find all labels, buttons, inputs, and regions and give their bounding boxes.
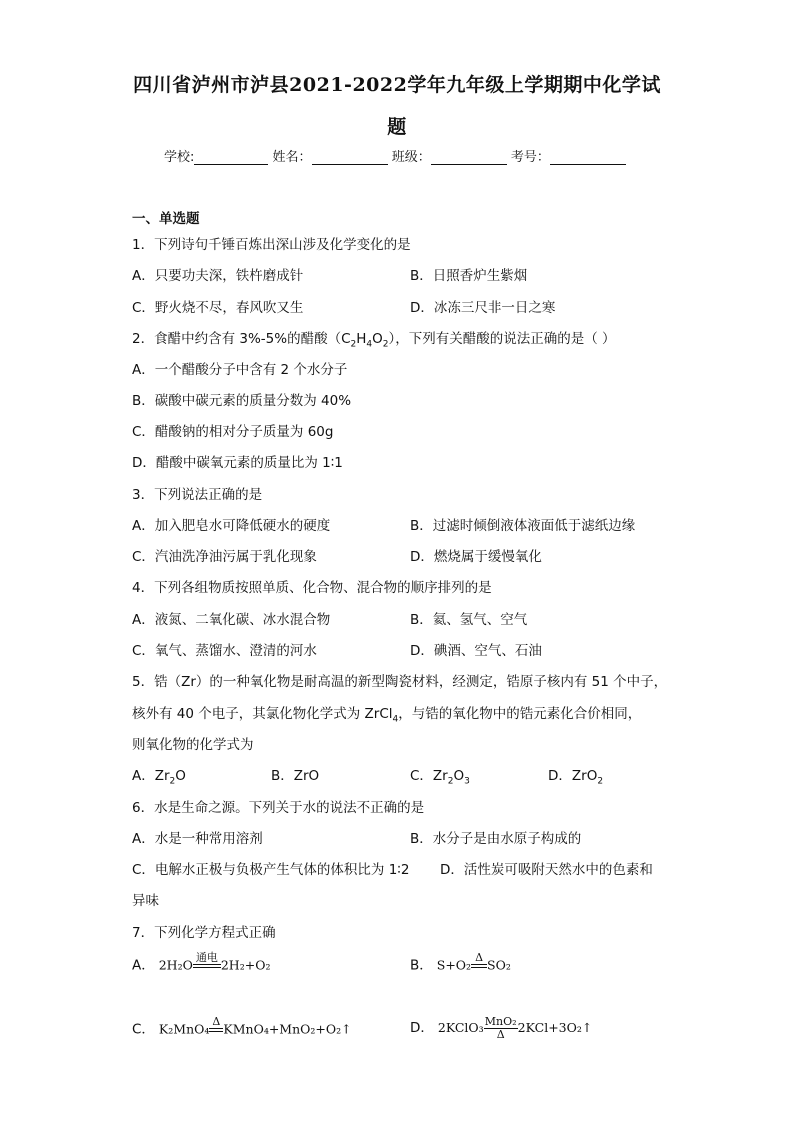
question-4-option-d: D．碘酒、空气、石油 xyxy=(410,643,542,659)
question-3-option-d: D．燃烧属于缓慢氧化 xyxy=(410,549,542,565)
exam-no-label: 考号： xyxy=(510,150,550,165)
question-7-option-a: A． 2H₂O 通电 2H₂+O₂ xyxy=(132,951,271,974)
question-1-option-c: C．野火烧不尽，春风吹又生 xyxy=(132,300,304,316)
question-2-option-d: D．醋酸中碳氧元素的质量比为 1∶1 xyxy=(132,455,343,471)
question-5-stem-line-3: 则氧化物的化学式为 xyxy=(132,737,254,753)
question-4-option-b: B．氦、氢气、空气 xyxy=(410,612,528,628)
question-6-option-b: B．水分子是由水原子构成的 xyxy=(410,831,582,847)
question-1-option-a: A．只要功夫深，铁杵磨成针 xyxy=(132,268,304,284)
name-blank[interactable] xyxy=(312,150,388,165)
question-5-option-a: A．$Zr_2O$ xyxy=(132,768,186,787)
question-4-stem: 4．下列各组物质按照单质、化合物、混合物的顺序排列的是 xyxy=(132,580,492,596)
class-blank[interactable] xyxy=(431,150,507,165)
question-1-option-d: D．冰冻三尺非一日之寒 xyxy=(410,300,556,316)
question-3-stem: 3．下列说法正确的是 xyxy=(132,487,263,503)
question-6-option-d-continued: 异味 xyxy=(132,893,159,909)
question-3-option-c: C．汽油洗净油污属于乳化现象 xyxy=(132,549,317,565)
section-heading: 一、单选题 xyxy=(132,211,200,227)
question-2-option-b: B．碳酸中碳元素的质量分数为 40% xyxy=(132,393,352,409)
name-label: 姓名： xyxy=(272,150,312,165)
question-5-option-b: B．ZrO xyxy=(271,768,320,784)
question-5-stem-line-1: 5．锆（Zr）的一种氧化物是耐高温的新型陶瓷材料，经测定，锆原子核内有 51 个中子， xyxy=(132,674,668,690)
question-6-option-d: D．活性炭可吸附天然水中的色素和 xyxy=(440,862,653,878)
question-6-stem: 6．水是生命之源。下列关于水的说法不正确的是 xyxy=(132,800,425,816)
question-2-stem: 2．食醋中约含有 3%-5%的醋酸$(C_2H_4O_2)$，下列有关醋酸的说法正确的是（ ） xyxy=(132,331,616,350)
question-6-option-c: C．电解水正极与负极产生气体的体积比为 1∶2 xyxy=(132,862,410,878)
question-1-option-b: B．日照香炉生紫烟 xyxy=(410,268,528,284)
school-blank[interactable] xyxy=(194,150,268,165)
student-info-row xyxy=(164,146,626,165)
exam-no-blank[interactable] xyxy=(550,150,626,165)
question-1-stem: 1．下列诗句千锤百炼出深山涉及化学变化的是 xyxy=(132,237,411,253)
question-5-option-c: C．$Zr_2O_3$ xyxy=(410,768,470,787)
question-4-option-c: C．氧气、蒸馏水、澄清的河水 xyxy=(132,643,317,659)
page-title-continued: 题 xyxy=(387,116,407,138)
school-label: 学校: xyxy=(164,150,195,165)
question-3-option-a: A．加入肥皂水可降低硬水的硬度 xyxy=(132,518,331,534)
class-label: 班级： xyxy=(391,150,431,165)
question-2-option-c: C．醋酸钠的相对分子质量为 60g xyxy=(132,424,334,440)
question-7-option-c: C． K₂MnO₄ Δ KMnO₄+MnO₂+O₂↑ xyxy=(132,1015,352,1038)
question-3-option-b: B．过滤时倾倒液体液面低于滤纸边缘 xyxy=(410,518,636,534)
question-4-option-a: A．液氮、二氧化碳、冰水混合物 xyxy=(132,612,331,628)
question-6-option-a: A．水是一种常用溶剂 xyxy=(132,831,263,847)
page-title: 四川省泸州市泸县2021-2022学年九年级上学期期中化学试 xyxy=(133,74,661,96)
question-7-stem: 7．下列化学方程式正确 xyxy=(132,925,276,941)
question-7-option-b: B． S+O₂ Δ SO₂ xyxy=(410,951,511,974)
question-2-option-a: A．一个醋酸分子中含有 2 个水分子 xyxy=(132,362,348,378)
question-5-option-d: D．ZrO$_2$ xyxy=(548,768,604,787)
question-5-stem-line-2: 核外有 40 个电子，其氯化物化学式为 ZrCl$_4$，与锆的氧化物中的锆元素化合价相同， xyxy=(132,706,642,725)
question-7-option-d: D． 2KClO₃ MnO₂ Δ 2KCl+3O₂↑ xyxy=(410,1015,593,1041)
